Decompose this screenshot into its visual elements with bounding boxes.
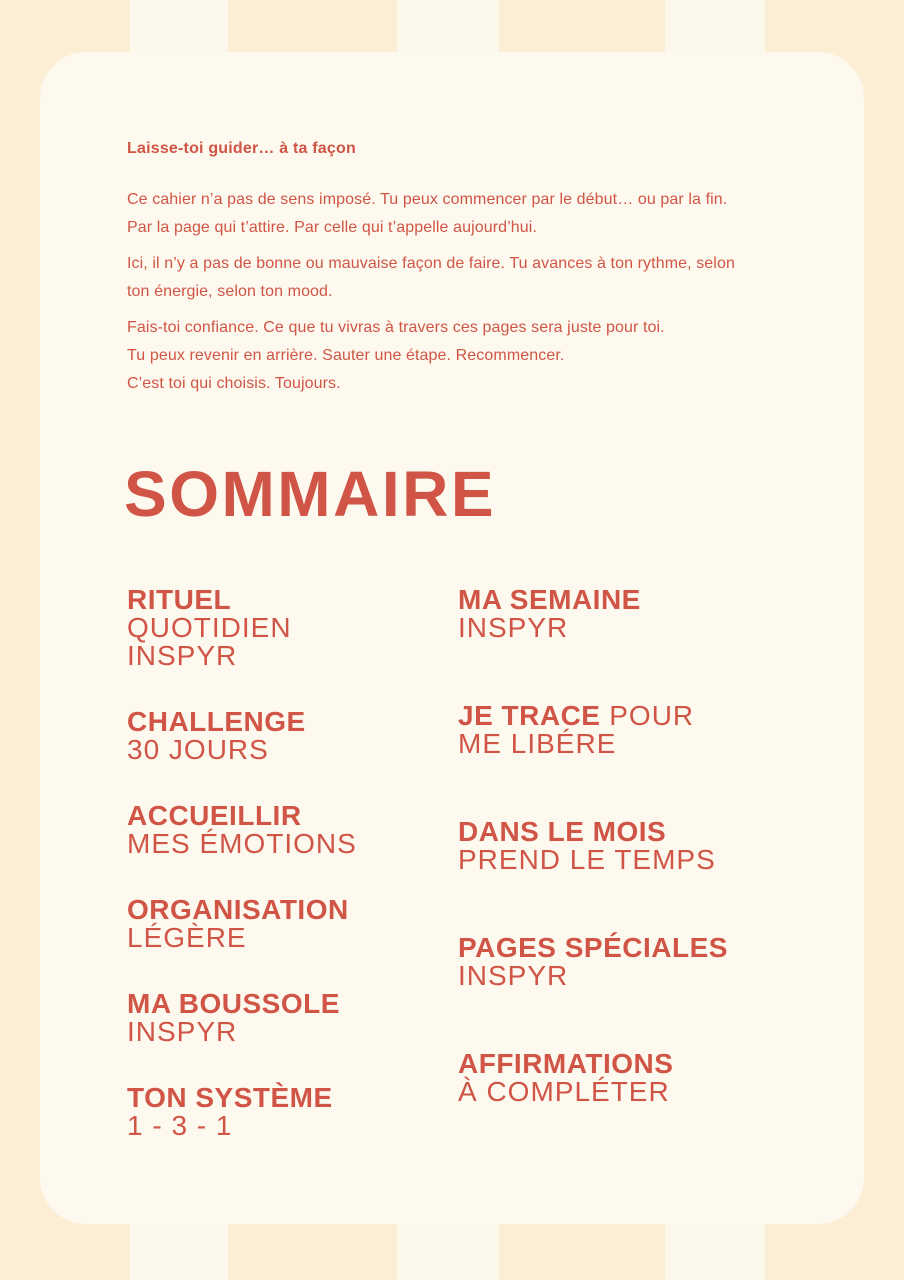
paragraph-line: Tu peux revenir en arrière. Sauter une étape. Recommencer. bbox=[127, 347, 565, 364]
paragraph-line: Fais-toi confiance. Ce que tu vivras à travers ces pages sera juste pour toi. bbox=[127, 319, 665, 336]
intro-paragraph-1 bbox=[127, 186, 827, 242]
toc-item-subtitle: ME LIBÉRE bbox=[458, 728, 617, 759]
intro-paragraph-2 bbox=[127, 250, 827, 306]
toc-item-title: MA BOUSSOLE bbox=[127, 988, 340, 1019]
toc-item-rituel-quotidien bbox=[127, 580, 447, 670]
toc-item-title bbox=[458, 702, 818, 730]
toc-item-challenge-30-jours bbox=[127, 702, 447, 764]
toc-item-subtitle: QUOTIDIEN bbox=[127, 612, 292, 643]
toc-item-title: TON SYSTÈME bbox=[127, 1082, 333, 1113]
toc-item-organisation-legere bbox=[127, 890, 447, 952]
toc-item-subtitle: 30 JOURS bbox=[127, 734, 269, 765]
toc-right-column bbox=[458, 580, 818, 1160]
toc-item-title-bold: JE TRACE bbox=[458, 700, 601, 731]
toc-item-subtitle: À COMPLÉTER bbox=[458, 1076, 670, 1107]
paragraph-line: Ce cahier n’a pas de sens imposé. Tu peux commencer par le début… ou par la fin. bbox=[127, 191, 728, 208]
paragraph-line: Par la page qui t’attire. Par celle qui t’appelle aujourd’hui. bbox=[127, 219, 538, 236]
page-title: SOMMAIRE bbox=[124, 458, 496, 530]
toc-item-pages-speciales bbox=[458, 928, 818, 990]
toc-item-subtitle: INSPYR bbox=[127, 1016, 238, 1047]
toc-item-accueillir-emotions bbox=[127, 796, 447, 858]
toc-item-ma-boussole bbox=[127, 984, 447, 1046]
paragraph-line: ton énergie, selon ton mood. bbox=[127, 283, 333, 300]
toc-item-affirmations bbox=[458, 1044, 818, 1106]
toc-item-title: PAGES SPÉCIALES bbox=[458, 932, 728, 963]
toc-item-title: MA SEMAINE bbox=[458, 584, 641, 615]
toc-item-subtitle: PREND LE TEMPS bbox=[458, 844, 716, 875]
intro-heading: Laisse-toi guider… à ta façon bbox=[127, 140, 356, 157]
toc-item-dans-le-mois bbox=[458, 812, 818, 874]
intro-paragraph-3 bbox=[127, 314, 827, 398]
toc-item-subtitle: 1 - 3 - 1 bbox=[127, 1110, 233, 1141]
toc-item-title: AFFIRMATIONS bbox=[458, 1048, 674, 1079]
toc-item-subtitle: INSPYR bbox=[458, 960, 569, 991]
toc-item-subtitle: LÉGÈRE bbox=[127, 922, 247, 953]
toc-item-ma-semaine bbox=[458, 580, 818, 642]
toc-item-subtitle: MES ÉMOTIONS bbox=[127, 828, 357, 859]
toc-left-column bbox=[127, 580, 447, 1172]
toc-item-je-trace bbox=[458, 696, 818, 758]
toc-item-subtitle: INSPYR bbox=[127, 640, 238, 671]
toc-item-title: RITUEL bbox=[127, 584, 232, 615]
paragraph-line: Ici, il n’y a pas de bonne ou mauvaise façon de faire. Tu avances à ton rythme, selon bbox=[127, 255, 735, 272]
toc-item-title: DANS LE MOIS bbox=[458, 816, 667, 847]
toc-item-title: CHALLENGE bbox=[127, 706, 306, 737]
paragraph-line: C’est toi qui choisis. Toujours. bbox=[127, 375, 341, 392]
content-card bbox=[40, 52, 864, 1224]
toc-item-title: ORGANISATION bbox=[127, 894, 349, 925]
toc-item-ton-systeme-131 bbox=[127, 1078, 447, 1140]
toc-item-subtitle: INSPYR bbox=[458, 612, 569, 643]
toc-item-title: ACCUEILLIR bbox=[127, 800, 302, 831]
toc-item-title-light: POUR bbox=[600, 700, 695, 731]
intro-section bbox=[127, 138, 827, 406]
